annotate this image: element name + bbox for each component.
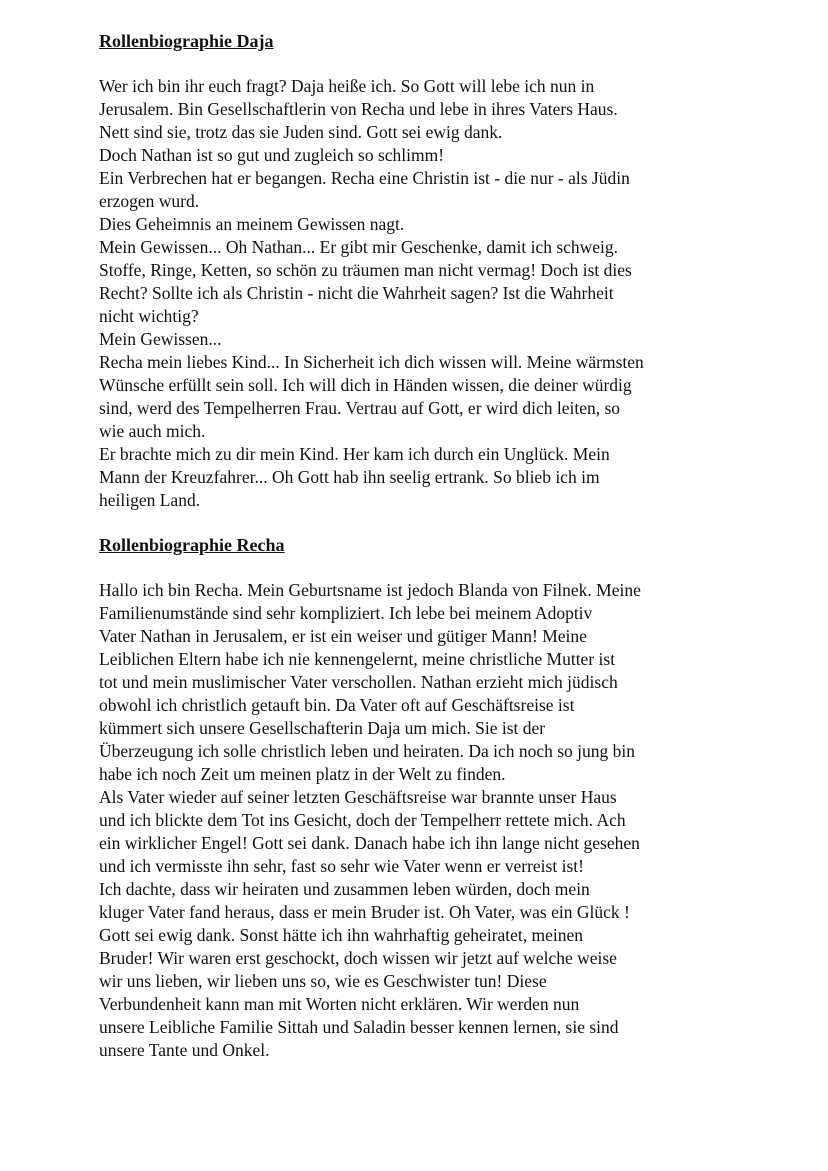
text-line: Jerusalem. Bin Gesellschaftlerin von Recha und lebe in ihres Vaters Haus.: [99, 99, 618, 119]
text-line: Recht? Sollte ich als Christin - nicht die Wahrheit sagen? Ist die Wahrheit: [99, 283, 614, 303]
text-line: Mein Gewissen... Oh Nathan... Er gibt mir Geschenke, damit ich schweig.: [99, 237, 619, 257]
text-line: Mein Gewissen...: [99, 329, 222, 349]
text-line: Hallo ich bin Recha. Mein Geburtsname ist jedoch Blanda von Filnek. Meine: [99, 580, 641, 600]
text-line: Mann der Kreuzfahrer... Oh Gott hab ihn seelig ertrank. So blieb ich im: [99, 467, 600, 487]
section-recha: [99, 534, 809, 1062]
text-line: nicht wichtig?: [99, 306, 199, 326]
text-line: Als Vater wieder auf seiner letzten Geschäftsreise war brannte unser Haus: [99, 787, 617, 807]
text-line: tot und mein muslimischer Vater verschollen. Nathan erzieht mich jüdisch: [99, 672, 618, 692]
text-line: Leiblichen Eltern habe ich nie kennengelernt, meine christliche Mutter ist: [99, 649, 616, 669]
text-line: wir uns lieben, wir lieben uns so, wie es Geschwister tun! Diese: [99, 971, 547, 991]
text-line: und ich vermisste ihn sehr, fast so sehr wie Vater wenn er verreist ist!: [99, 856, 584, 876]
text-line: heiligen Land.: [99, 490, 201, 510]
text-line: Stoffe, Ringe, Ketten, so schön zu träumen man nicht vermag! Doch ist dies: [99, 260, 632, 280]
section-divider-space: [99, 512, 809, 534]
text-line: kümmert sich unsere Gesellschafterin Daja um mich. Sie ist der: [99, 718, 546, 738]
text-line: Wünsche erfüllt sein soll. Ich will dich in Händen wissen, die deiner würdig: [99, 375, 632, 395]
text-line: Vater Nathan in Jerusalem, er ist ein weiser und gütiger Mann! Meine: [99, 626, 587, 646]
text-line: obwohl ich christlich getauft bin. Da Vater oft auf Geschäftsreise ist: [99, 695, 575, 715]
section-body-recha: [99, 579, 809, 1062]
text-line: wie auch mich.: [99, 421, 206, 441]
section-body-daja: [99, 75, 809, 512]
text-line: Wer ich bin ihr euch fragt? Daja heiße ich. So Gott will lebe ich nun in: [99, 76, 595, 96]
text-line: Nett sind sie, trotz das sie Juden sind. Gott sei ewig dank.: [99, 122, 503, 142]
text-line: ein wirklicher Engel! Gott sei dank. Danach habe ich ihn lange nicht gesehen: [99, 833, 640, 853]
text-line: sind, werd des Tempelherren Frau. Vertrau auf Gott, er wird dich leiten, so: [99, 398, 621, 418]
text-line: habe ich noch Zeit um meinen platz in der Welt zu finden.: [99, 764, 506, 784]
text-line: Recha mein liebes Kind... In Sicherheit ich dich wissen will. Meine wärmsten: [99, 352, 644, 372]
text-line: Ein Verbrechen hat er begangen. Recha eine Christin ist - die nur - als Jüdin: [99, 168, 630, 188]
text-line: Er brachte mich zu dir mein Kind. Her kam ich durch ein Unglück. Mein: [99, 444, 610, 464]
text-line: erzogen wurd.: [99, 191, 200, 211]
section-heading-recha: Rollenbiographie Recha: [99, 535, 285, 555]
section-daja: [99, 30, 809, 512]
text-line: Ich dachte, dass wir heiraten und zusammen leben würden, doch mein: [99, 879, 590, 899]
text-line: Doch Nathan ist so gut und zugleich so schlimm!: [99, 145, 445, 165]
text-line: kluger Vater fand heraus, dass er mein Bruder ist. Oh Vater, was ein Glück !: [99, 902, 630, 922]
text-line: Dies Geheimnis an meinem Gewissen nagt.: [99, 214, 405, 234]
text-line: Überzeugung ich solle christlich leben und heiraten. Da ich noch so jung bin: [99, 741, 636, 761]
text-line: unsere Tante und Onkel.: [99, 1040, 270, 1060]
text-line: Familienumstände sind sehr kompliziert. Ich lebe bei meinem Adoptiv: [99, 603, 593, 623]
text-line: Gott sei ewig dank. Sonst hätte ich ihn wahrhaftig geheiratet, meinen: [99, 925, 584, 945]
section-heading-daja: Rollenbiographie Daja: [99, 31, 274, 51]
text-line: Verbundenheit kann man mit Worten nicht erklären. Wir werden nun: [99, 994, 580, 1014]
text-line: Bruder! Wir waren erst geschockt, doch wissen wir jetzt auf welche weise: [99, 948, 617, 968]
text-line: unsere Leibliche Familie Sittah und Saladin besser kennen lernen, sie sind: [99, 1017, 619, 1037]
text-line: und ich blickte dem Tot ins Gesicht, doch der Tempelherr rettete mich. Ach: [99, 810, 626, 830]
document-page: [99, 30, 809, 1062]
